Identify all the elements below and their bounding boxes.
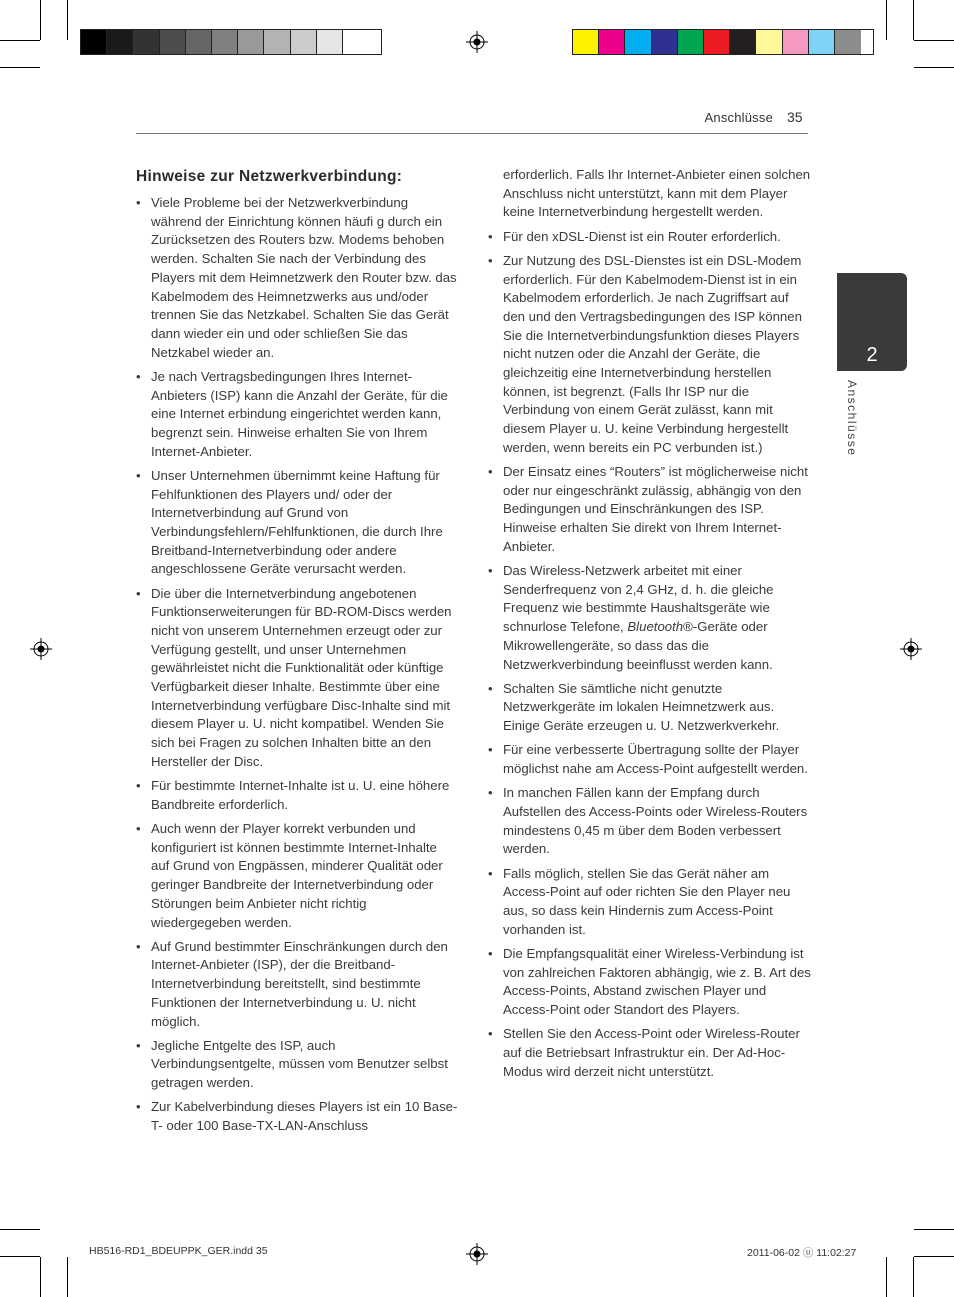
crop-mark [40, 1257, 41, 1297]
list-item: • Die Empfangsqualität einer Wireless-Verbindung ist von zahlreichen Faktoren abhängig, wie z. B. Art des Access-Points, Abstand zwischen Player und Access-Point oder Standort des Players. [488, 945, 814, 1020]
registration-mark-icon [466, 31, 488, 53]
color-swatch [264, 30, 290, 54]
list-item: • Für den xDSL-Dienst ist ein Router erforderlich. [488, 228, 814, 247]
crop-mark [0, 67, 40, 68]
color-swatch [652, 30, 678, 54]
list-item: • Für eine verbesserte Übertragung sollte der Player möglichst nahe am Access-Point aufgestellt werden. [488, 741, 814, 778]
crop-mark [0, 1256, 40, 1257]
list-item: • Zur Nutzung des DSL-Dienstes ist ein DSL-Modem erforderlich. Für den Kabelmodem-Dienst ist in ein Kabelmodem erforderlich. Je nach Zugriffsart auf den und den Vertragsbedingungen des ISP können Sie die Internetverbindungsfunktion dieses Players nicht nutzen oder die Anzahl der Geräte, die gleichzeitig eine Internetverbindung herstellen können, ist begrenzt. (Falls Ihr ISP nur die Verbindung von einem Gerät zulässt, kann mit diesem Player u. U. keine Verbindung hergestellt werden, wenn bereits ein PC verbunden ist.) [488, 252, 814, 458]
running-header-title: Anschlüsse [704, 110, 773, 125]
list-item: • In manchen Fällen kann der Empfang durch Aufstellen des Access-Points oder Wireless-Routers mindestens 0,45 m über dem Boden verbessert werden. [488, 784, 814, 859]
registration-mark-icon [900, 638, 922, 660]
list-item [488, 562, 814, 674]
color-swatch [599, 30, 625, 54]
crop-mark [0, 40, 40, 41]
footer-date-time: 2011-06-02 ⓤ 11:02:27 [747, 1247, 857, 1259]
color-swatch [730, 30, 756, 54]
header-rule [136, 133, 808, 134]
chapter-tab [837, 273, 907, 371]
color-swatch [133, 30, 159, 54]
right-bullet-list [488, 228, 814, 1082]
color-swatch [573, 30, 599, 54]
crop-mark [67, 0, 68, 40]
list-item: • Der Einsatz eines “Routers” ist möglicherweise nicht oder nur eingeschränkt zulässig, abhängig von den Bedingungen und Einschränkungen des ISP. Hinweise erhalten Sie direkt von Ihrem Internet-Anbieter. [488, 463, 814, 557]
process-color-bar [572, 29, 874, 55]
crop-mark [914, 67, 954, 68]
list-item: • Unser Unternehmen übernimmt keine Haftung für Fehlfunktionen des Players und/ oder der Internetverbindung auf Grund von Verbindungsfehlern/Fehlfunktionen, die durch Ihre Breitband-Internetverbindung oder andere angeschlossene Geräte verursacht werden. [136, 467, 458, 579]
list-item: • Stellen Sie den Access-Point oder Wireless-Router auf die Betriebsart Infrastruktur ein. Der Ad-Hoc-Modus wird derzeit nicht unterstützt. [488, 1025, 814, 1081]
crop-mark [886, 0, 887, 40]
list-item: • Falls möglich, stellen Sie das Gerät näher am Access-Point auf oder richten Sie den Player neu aus, so dass kein Hindernis zum Access-Point vorhanden ist. [488, 865, 814, 940]
list-item-text: ®-Geräte oder Mikrowellengeräte, so dass das die Netzwerkverbindung beeinflusst werden kann. [503, 619, 773, 672]
color-swatch [238, 30, 264, 54]
crop-mark [913, 0, 914, 40]
crop-mark [0, 1229, 40, 1230]
color-swatch [343, 30, 369, 54]
crop-mark [914, 40, 954, 41]
color-swatch [317, 30, 343, 54]
color-swatch [704, 30, 730, 54]
page-number: 35 [787, 109, 803, 125]
list-item-text: Das Wireless-Netzwerk arbeitet mit einer Senderfrequenz von 2,4 GHz, d. h. die gleiche Frequenz wie bestimmte Haushaltsgeräte wie schnurlose Telefone, [503, 563, 774, 635]
grayscale-color-bar [80, 29, 382, 55]
crop-mark [67, 1257, 68, 1297]
list-item: • Auf Grund bestimmter Einschränkungen durch den Internet-Anbieter (ISP), der die Breitband-Internetverbindung bereitstellt, sind bestimmte Funktionen der Internetverbindung u. U. nicht möglich. [136, 938, 458, 1032]
list-item: • Viele Probleme bei der Netzwerkverbindung während der Einrichtung können häufi g durch ein Zurücksetzen des Routers bzw. Modems behoben werden. Schalten Sie nach der Verbindung des Players mit dem Heimnetzwerk den Router bzw. das Kabelmodem des Heimnetzwerks aus und/oder trennen Sie das Netzkabel. Schalten Sie das Gerät dann wieder ein und oder schließen Sie das Netzkabel wieder an. [136, 194, 458, 362]
chapter-number: 2 [866, 344, 878, 366]
footer-file-name: HB516-RD1_BDEUPPK_GER.indd 35 [89, 1245, 268, 1257]
list-item: • Schalten Sie sämtliche nicht genutzte Netzwerkgeräte im lokalen Heimnetzwerk aus. Einige Geräte erzeugen u. U. Netzwerkverkehr. [488, 680, 814, 736]
color-swatch [809, 30, 835, 54]
left-bullet-list [136, 194, 458, 1136]
continued-paragraph: erforderlich. Falls Ihr Internet-Anbieter einen solchen Anschluss nicht unterstützt, kann mit dem Player keine Internetverbindung hergestellt werden. [503, 167, 811, 220]
color-swatch [81, 30, 107, 54]
crop-mark [886, 1257, 887, 1297]
color-swatch [212, 30, 238, 54]
registration-mark-icon [466, 1243, 488, 1265]
crop-mark [913, 1257, 914, 1297]
chapter-label: Anschlüsse [845, 380, 859, 457]
section-heading: Hinweise zur Netzwerkverbindung: [136, 168, 403, 185]
list-item: • Zur Kabelverbindung dieses Players ist ein 10 Base-T- oder 100 Base-TX-LAN-Anschluss [136, 1098, 458, 1135]
color-swatch [756, 30, 782, 54]
registration-mark-icon [30, 638, 52, 660]
left-column [136, 168, 458, 1141]
color-swatch [291, 30, 317, 54]
list-item: • Jegliche Entgelte des ISP, auch Verbindungsentgelte, müssen vom Benutzer selbst getragen werden. [136, 1037, 458, 1093]
color-swatch [783, 30, 809, 54]
color-swatch [107, 30, 133, 54]
color-swatch [835, 30, 861, 54]
color-swatch [625, 30, 651, 54]
crop-mark [914, 1229, 954, 1230]
brand-name: Bluetooth [627, 619, 684, 635]
right-column [488, 166, 814, 1087]
crop-mark [914, 1256, 954, 1257]
crop-mark [40, 0, 41, 40]
list-item: • Je nach Vertragsbedingungen Ihres Internet-Anbieters (ISP) kann die Anzahl der Geräte, für die eine Internet erbindung eingerichtet werden kann, begrenzt sein. Hinweise erhalten Sie von Ihrem Internet-Anbieter. [136, 368, 458, 462]
color-swatch [160, 30, 186, 54]
color-swatch [186, 30, 212, 54]
list-item: • Auch wenn der Player korrekt verbunden und konfiguriert ist können bestimmte Internet-Inhalte auf Grund von Engpässen, minderer Qualität oder geringer Bandbreite der Internetverbindung oder Störungen beim Anbieter nicht richtig wiedergegeben werden. [136, 820, 458, 932]
color-swatch [678, 30, 704, 54]
list-item: • Die über die Internetverbindung angebotenen Funktionserweiterungen für BD-ROM-Discs werden nicht von unserem Unternehmen erzeugt oder zur Verfügung gestellt, und unser Unternehmen gewährleistet nicht die Funktionalität oder künftige Verfügbarkeit dieser Inhalte. Bestimmte über eine Internetverbindung verfügbare Disc-Inhalte sind mit diesem Player u. U. nicht kompatibel. Wenden Sie sich bei Fragen zu solchen Inhalten bitte an den Hersteller der Disc. [136, 585, 458, 772]
list-item: • Für bestimmte Internet-Inhalte ist u. U. eine höhere Bandbreite erforderlich. [136, 777, 458, 814]
